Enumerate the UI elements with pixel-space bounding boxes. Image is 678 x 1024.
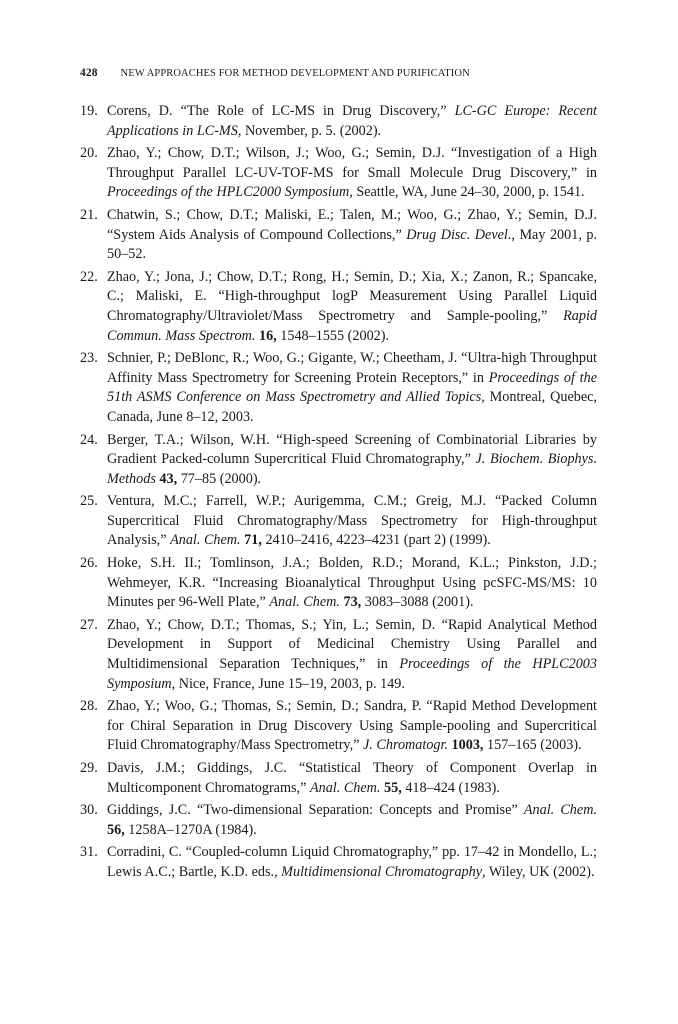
reference-volume: 56, [107,821,125,838]
reference-text [107,844,597,880]
reference-text [107,802,597,838]
reference-segment: Giddings, J.C. “Two-dimensional Separation: Concepts and Promise” [107,802,524,819]
reference-number: 25. [80,493,98,510]
reference-text [107,617,597,692]
reference-number: 31. [80,844,98,861]
reference-segment: , Montreal, Quebec, Canada, June 8–12, 2003. [107,389,597,425]
reference-segment: Zhao, Y.; Chow, D.T.; Thomas, S.; Yin, L.; Semin, D. “Rapid Analytical Method Development in Support of Medicinal Chemistry Using Parallel and Multidimensional Separation Techniques,” in [107,616,597,673]
reference-segment: Chatwin, S.; Chow, D.T.; Maliski, E.; Talen, M.; Woo, G.; Zhao, Y.; Semin, D.J. “System Aids Analysis of Compound Collections,” [107,206,597,243]
reference-italic-segment: Proceedings of the HPLC2000 Symposium [107,184,350,201]
reference-volume: 71, [244,532,262,549]
reference-italic-segment: Multidimensional Chromatography [281,863,483,880]
reference-volume: 55, [384,779,402,796]
reference-text [107,269,597,344]
reference-segment: Davis, J.M.; Giddings, J.C. “Statistical Theory of Component Overlap in Multicomponent Chromatograms,” [107,760,597,796]
reference-segment: Zhao, Y.; Chow, D.T.; Wilson, J.; Woo, G.; Semin, D.J. “Investigation of a High Throughput Parallel LC-UV-TOF-MS for Small Molecule Drug Discovery,” in [107,145,597,181]
reference-italic-segment: LC-GC Europe: Recent Applications in LC-MS [107,103,597,139]
reference-segment: , November, p. 5. (2002). [237,122,382,139]
reference-italic-segment: Anal. Chem. [170,532,241,549]
page-number: 428 [80,67,98,79]
reference-number: 20. [80,145,98,162]
reference-number: 28. [80,698,98,715]
reference-segment: , May 2001, p. 50–52. [107,226,597,263]
reference-segment: Ventura, M.C.; Farrell, W.P.; Aurigemma, C.M.; Greig, M.J. “Packed Column Supercritical Fluid Chromatography/Mass Spectrometry for High-throughput Analysis,” [107,493,597,549]
reference-volume: 16, [258,327,277,344]
reference-item [80,144,597,203]
reference-segment: Hoke, S.H. II.; Tomlinson, J.A.; Bolden, R.D.; Morand, K.L.; Pinkston, J.D.; Wehmeyer, K.R. “Increasing Bioanalytical Throughput Using pcSFC-MS/MS: 10 Minutes per 96-Well Plate,” [107,555,597,611]
reference-text [107,145,597,200]
reference-text [107,207,597,262]
reference-item [80,206,597,265]
reference-italic-segment: Anal. Chem. [269,594,340,611]
reference-segment: Corens, D. “The Role of LC-MS in Drug Discovery,” [107,103,455,119]
reference-volume: 43, [159,470,178,487]
reference-segment: Zhao, Y.; Woo, G.; Thomas, S.; Semin, D.; Sandra, P. “Rapid Method Development for Chiral Separation in Drug Discovery Using Sample-pooling and Supercritical Fluid Chromatography/Mass Spectrometry,” [107,698,597,754]
reference-text [107,350,597,425]
reference-italic-segment: J. Chromatogr. [363,737,448,754]
reference-italic-segment: Proceedings of the 51th ASMS Conference on Mass Spectrometry and Allied Topics [107,369,597,406]
section-title: NEW APPROACHES FOR METHOD DEVELOPMENT AND PURIFICATION [120,68,470,79]
reference-item [80,843,597,882]
reference-segment: 3083–3088 (2001). [361,594,474,611]
reference-number: 29. [80,760,98,776]
reference-number: 30. [80,802,98,819]
reference-item [80,492,597,551]
reference-item [80,268,597,346]
reference-list [80,102,597,886]
reference-segment: Corradini, C. “Coupled-column Liquid Chromatography,” pp. 17–42 in Mondello, L.; Lewis A.C.; Bartle, K.D. eds., [107,844,597,880]
reference-segment: 77–85 (2000). [177,470,262,487]
reference-item [80,697,597,756]
running-head [80,67,610,79]
reference-segment: 418–424 (1983). [401,779,500,796]
reference-text [107,555,597,610]
reference-italic-segment: Rapid Commun. Mass Spectrom. [107,307,597,344]
reference-item [80,554,597,613]
reference-italic-segment: Anal. Chem. [309,779,381,796]
reference-number: 19. [80,103,98,119]
reference-segment: , Seattle, WA, June 24–30, 2000, p. 1541. [349,184,585,201]
reference-segment: 157–165 (2003). [483,737,582,754]
reference-volume: 1003, [451,737,484,754]
reference-italic-segment: J. Biochem. Biophys. Methods [107,451,598,487]
reference-segment: Schnier, P.; DeBlonc, R.; Woo, G.; Gigante, W.; Cheetham, J. “Ultra-high Throughput Affinity Mass Spectrometry for Screening Protein Receptors,” in [107,350,597,386]
reference-text [107,493,597,548]
reference-segment: Berger, T.A.; Wilson, W.H. “High-speed Screening of Combinatorial Libraries by Gradient Packed-column Supercritical Fluid Chromatography,” [107,431,597,468]
reference-item [80,431,597,490]
reference-segment: , Wiley, UK (2002). [482,863,595,880]
reference-segment: 2410–2416, 4223–4231 (part 2) (1999). [261,532,491,549]
reference-number: 22. [80,268,98,285]
reference-number: 23. [80,350,98,367]
reference-number: 21. [80,206,98,223]
reference-volume: 73, [343,594,362,611]
reference-number: 26. [80,555,98,572]
reference-item [80,349,597,427]
reference-item [80,759,597,798]
reference-italic-segment: Anal. Chem. [523,802,597,819]
reference-segment: 1258A–1270A (1984). [124,821,257,838]
reference-segment: 1548–1555 (2002). [276,327,390,344]
reference-text [107,103,597,139]
reference-text [107,432,597,487]
reference-text [107,698,597,753]
reference-number: 27. [80,616,98,633]
reference-item [80,616,597,694]
reference-item [80,102,597,141]
reference-number: 24. [80,431,98,448]
reference-segment: , Nice, France, June 15–19, 2003, p. 149. [171,675,405,692]
reference-item [80,801,597,840]
reference-italic-segment: Proceedings of the HPLC2003 Symposium [107,656,597,692]
reference-text [107,760,597,796]
reference-italic-segment: Drug Disc. Devel. [406,226,512,243]
reference-segment: Zhao, Y.; Jona, J.; Chow, D.T.; Rong, H.; Semin, D.; Xia, X.; Zanon, R.; Spancake, C.; Maliski, E. “High-throughput logP Measurement Using Parallel Liquid Chromatography/Ultraviolet/Mass Spectrometry and Sample-pooling,” [107,268,597,324]
